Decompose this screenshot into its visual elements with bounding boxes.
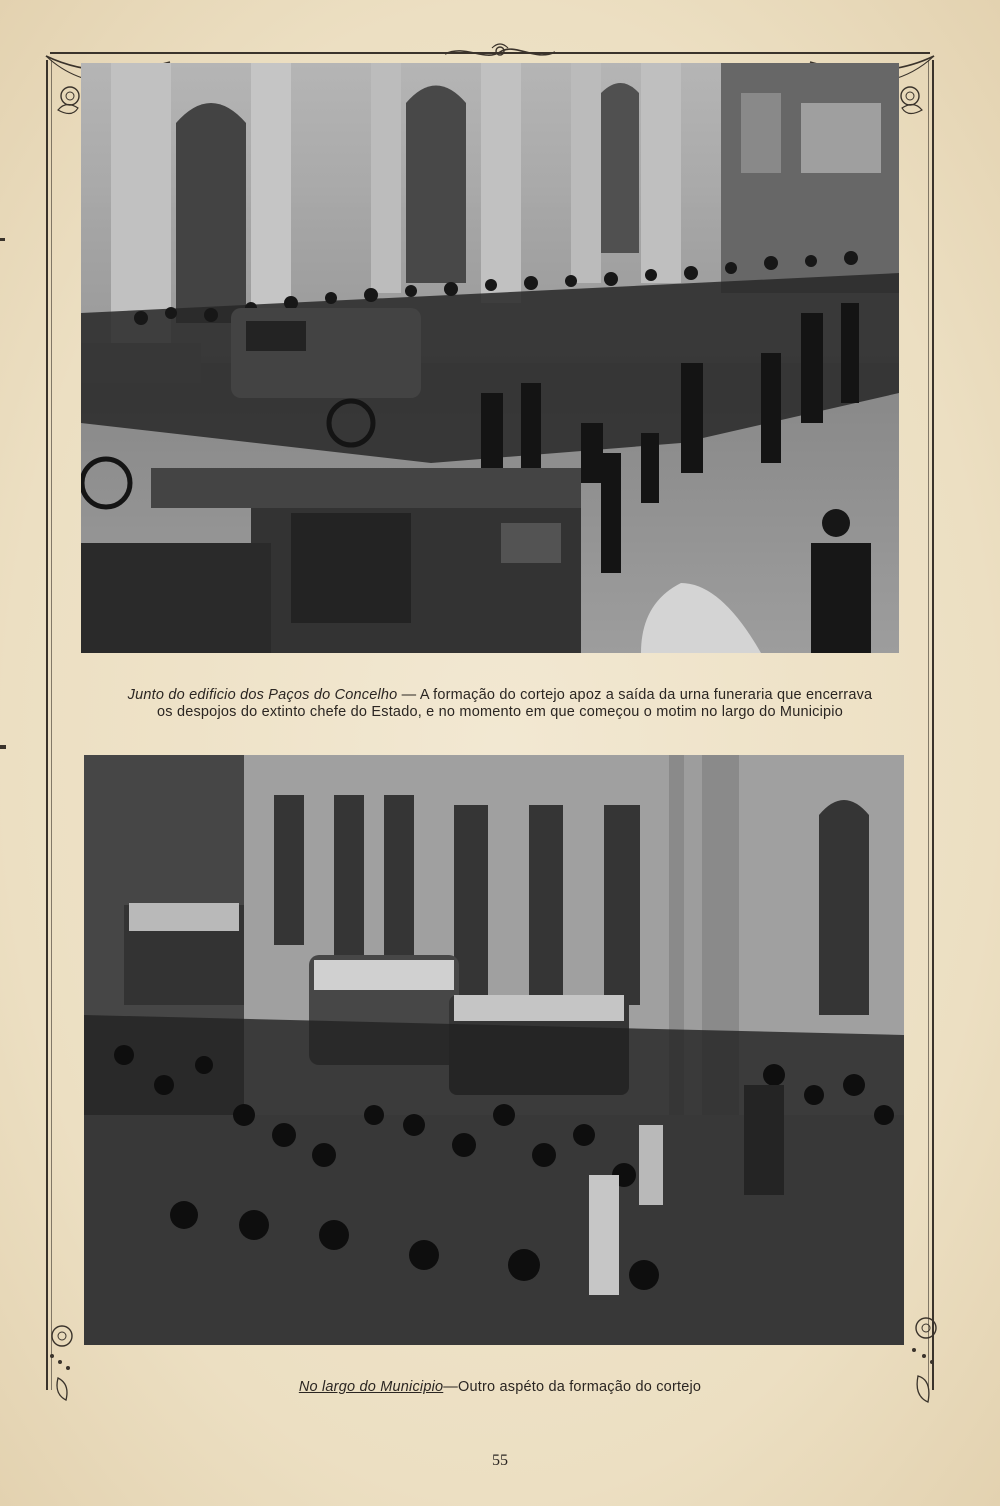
caption-lead: No largo do Municipio (298, 1379, 444, 1395)
caption-separator: — (443, 1379, 458, 1395)
frame-right-line (932, 60, 934, 1390)
caption-line-1 (60, 687, 940, 704)
frame-right-line-inner (928, 60, 929, 1390)
bottom-photo-caption (60, 1379, 940, 1396)
top-photo-caption (60, 687, 940, 721)
page-number: 55 (492, 1452, 508, 1469)
caption-line-2: os despojos do extinto chefe do Estado, e no momento em que começou o motim no largo do Municipio (157, 704, 843, 720)
caption-lead: Junto do edificio dos Paços do Concelho (127, 687, 398, 703)
caption-text: A formação do cortejo apoz a saída da urna funeraria que encerrava (419, 687, 873, 703)
frame-left-line-inner (51, 60, 52, 1390)
caption-separator: — (397, 687, 420, 703)
top-photograph (81, 63, 899, 653)
margin-mark (0, 238, 5, 241)
bottom-photograph (84, 755, 904, 1345)
caption-text: Outro aspéto da formação do cortejo (457, 1379, 702, 1395)
frame-left-line (46, 60, 48, 1390)
margin-mark (0, 745, 6, 749)
